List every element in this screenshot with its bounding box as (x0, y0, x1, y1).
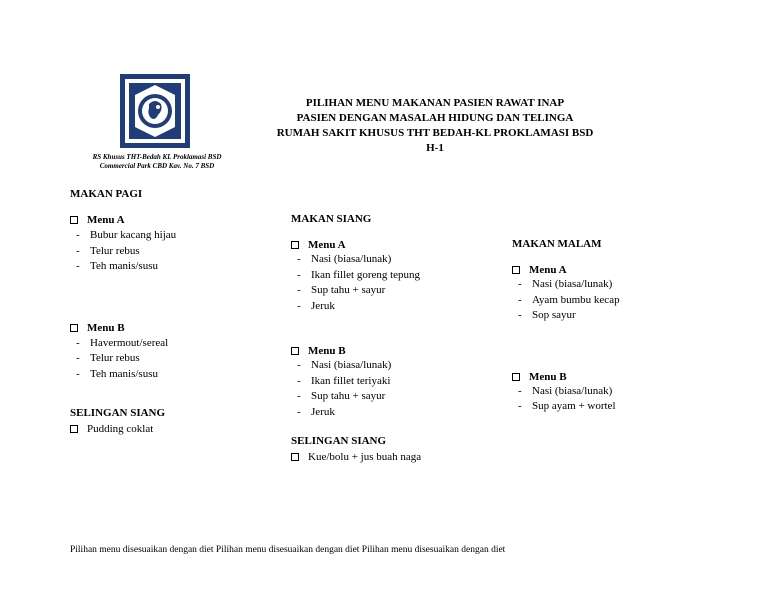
hospital-logo (120, 74, 190, 148)
list-item: - Teh manis/susu (76, 367, 158, 380)
menu-label: Menu B (308, 345, 346, 357)
list-item: - Jeruk (297, 299, 335, 312)
list-item: - Sup tahu + sayur (297, 390, 386, 402)
logo-caption-line2: Commercial Park CBD Kav. No. 7 BSD (99, 162, 215, 170)
list-item: - Bubur kacang hijau (76, 229, 177, 241)
list-item: - Nasi (biasa/lunak) (297, 359, 392, 371)
empty-checkbox-icon (291, 241, 299, 249)
list-item: - Jeruk (297, 405, 335, 418)
list-item: - Nasi (biasa/lunak) (297, 253, 392, 265)
makan-pagi-menu-b-heading (70, 322, 300, 334)
document-header (250, 96, 620, 156)
list-item: - Teh manis/susu (76, 260, 158, 272)
header-line4: H-1 (426, 142, 444, 154)
list-item: - Sop sayur (518, 309, 576, 321)
makan-pagi-menu-a-heading (70, 214, 300, 226)
makan-siang-menu-b-list (291, 358, 521, 420)
menu-label: Menu B (87, 321, 125, 334)
makan-malam-menu-a-list (512, 277, 742, 324)
makan-malam-menu-b-list (512, 384, 742, 415)
empty-checkbox-icon (291, 347, 299, 355)
list-item: - Ikan fillet goreng tepung (297, 268, 421, 281)
makan-siang-menu-a-list (291, 252, 521, 314)
logo-caption (72, 153, 242, 171)
makan-pagi-menu-b-list (70, 336, 300, 383)
empty-checkbox-icon (291, 453, 299, 461)
makan-malam-title: MAKAN MALAM (512, 238, 602, 250)
header-line1: PILIHAN MENU MAKANAN PASIEN RAWAT INAP (305, 97, 565, 109)
empty-checkbox-icon (512, 373, 520, 381)
footer-note: Pilihan menu disesuaikan dengan diet Pilihan menu disesuaikan dengan diet Pilihan menu disesuaikan dengan diet (70, 545, 506, 555)
empty-checkbox-icon (70, 425, 78, 433)
makan-siang-selingan-item: Kue/bolu + jus buah naga (291, 451, 521, 463)
makan-siang-title: MAKAN SIANG (291, 213, 372, 225)
menu-label: Menu A (529, 264, 567, 276)
makan-pagi-selingan-title: SELINGAN SIANG (70, 407, 166, 419)
header-line3: RUMAH SAKIT KHUSUS THT BEDAH-KL PROKLAMASI BSD (276, 127, 594, 139)
logo-caption-line1: RS Khusus THT-Bedah KL Proklamasi BSD (92, 153, 222, 161)
makan-malam-menu-b-heading (512, 371, 742, 383)
list-item: - Nasi (biasa/lunak) (518, 384, 613, 397)
list-item: - Ikan fillet teriyaki (297, 374, 391, 387)
makan-siang-column (291, 213, 521, 463)
makan-pagi-menu-a-list (70, 228, 300, 275)
list-item: - Nasi (biasa/lunak) (518, 278, 613, 290)
menu-label: Menu B (529, 370, 567, 383)
makan-malam-column (512, 238, 742, 415)
header-line2: PASIEN DENGAN MASALAH HIDUNG DAN TELINGA (296, 112, 574, 124)
makan-siang-menu-b-heading (291, 345, 521, 357)
list-item: - Havermout/sereal (76, 336, 169, 349)
empty-checkbox-icon (70, 324, 78, 332)
empty-checkbox-icon (512, 266, 520, 274)
makan-siang-selingan-title: SELINGAN SIANG (291, 435, 387, 447)
menu-label: Menu A (87, 214, 125, 226)
empty-checkbox-icon (70, 216, 78, 224)
list-item: - Telur rebus (76, 244, 140, 257)
makan-pagi-column (70, 188, 300, 435)
makan-pagi-title: MAKAN PAGI (70, 188, 143, 200)
list-item: - Sup tahu + sayur (297, 284, 386, 296)
menu-label: Menu A (308, 239, 346, 251)
list-item: - Sup ayam + wortel (518, 400, 616, 412)
makan-pagi-selingan-item: Pudding coklat (70, 423, 300, 435)
list-item: - Ayam bumbu kecap (518, 293, 620, 306)
makan-malam-menu-a-heading (512, 264, 742, 276)
makan-siang-menu-a-heading (291, 239, 521, 251)
list-item: - Telur rebus (76, 352, 140, 364)
